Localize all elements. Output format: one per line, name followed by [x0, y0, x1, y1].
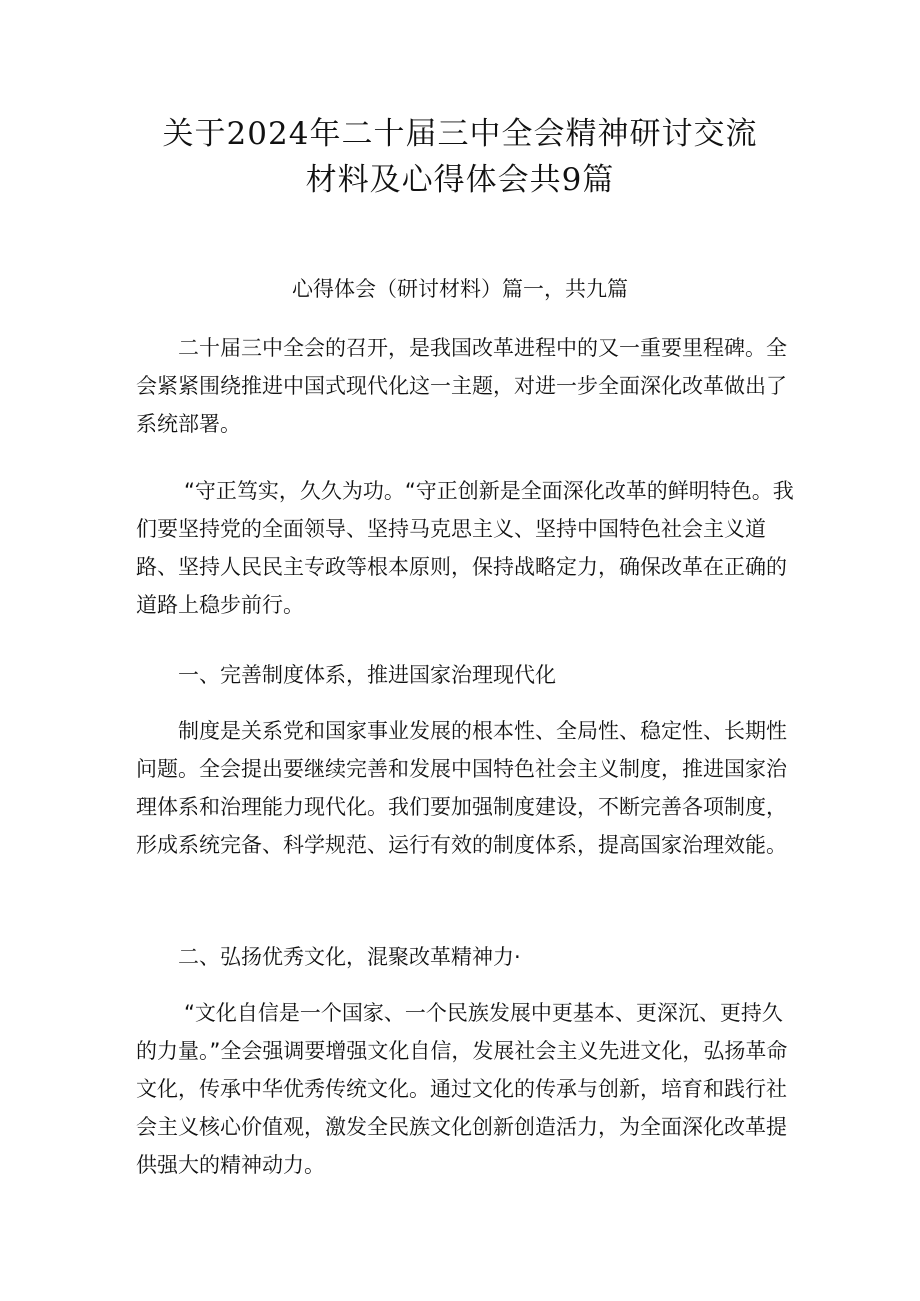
document-title-line-2: 材料及心得体会共9篇	[305, 162, 615, 198]
section-heading-1: 一、完善制度体系，推进国家治理现代化	[178, 663, 556, 687]
section-heading-2: 二、弘扬优秀文化，混聚改革精神力·	[178, 945, 521, 969]
document-subtitle: 心得体会（研讨材料）篇一，共九篇	[292, 277, 628, 301]
document-title-line-1: 关于2024年二十届三中全会精神研讨交流	[162, 116, 758, 152]
paragraph-principles: “守正笃实，久久为功。“守正创新是全面深化改革的鲜明特色。我们要坚持党的全面领导、坚持马克思主义、坚持中国特色社会主义道路、坚持人民民主专政等根本原则，保持战略定力，确保改革在正确的道路上稳步前行。	[136, 479, 794, 617]
paragraph-institutions: 制度是关系党和国家事业发展的根本性、全局性、稳定性、长期性问题。全会提出要继续完善和发展中国特色社会主义制度，推进国家治理体系和治理能力现代化。我们要加强制度建设，不断完善各项制度，形成系统完备、科学规范、运行有效的制度体系，提高国家治理效能。	[136, 719, 787, 857]
paragraph-culture: “文化自信是一个国家、一个民族发展中更基本、更深沉、更持久的力量。”全会强调要增强文化自信，发展社会主义先进文化，弘扬革命文化，传承中华优秀传统文化。通过文化的传承与创新，培育和践行社会主义核心价值观，激发全民族文化创新创造活力，为全面深化改革提供强大的精神动力。	[136, 1001, 788, 1177]
paragraph-intro: 二十届三中全会的召开，是我国改革进程中的又一重要里程碑。全会紧紧围绕推进中国式现代化这一主题，对进一步全面深化改革做出了系统部署。	[136, 336, 787, 436]
